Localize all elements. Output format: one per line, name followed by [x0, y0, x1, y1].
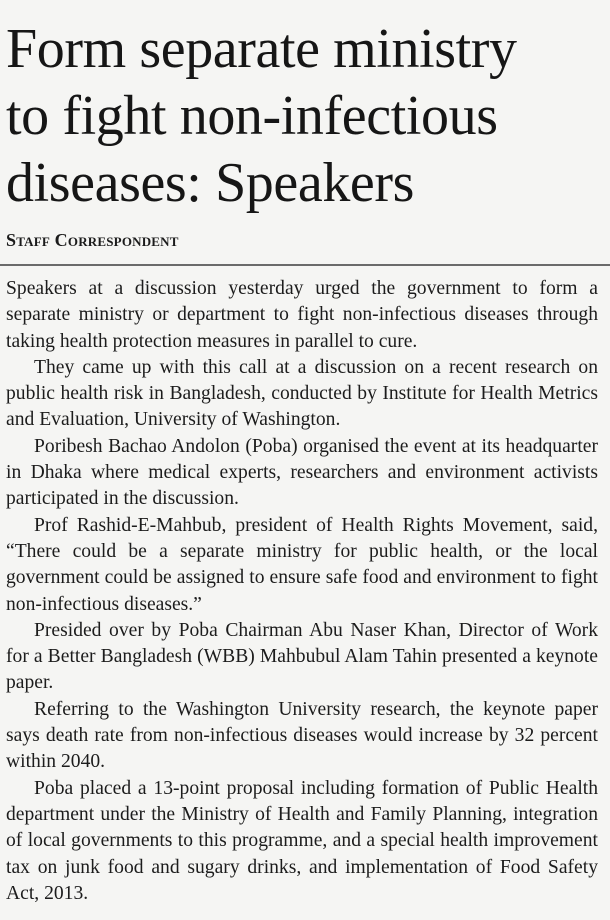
article-body: [6, 276, 598, 907]
headline: [6, 16, 604, 217]
divider: [0, 264, 610, 266]
headline-line: to fight non-infectious: [6, 85, 498, 147]
paragraph: Poribesh Bachao Andolon (Poba) organised the event at its headquarter in Dhaka where medical experts, researchers and environment activists participated in the discussion.: [6, 435, 598, 510]
paragraph: Presided over by Poba Chairman Abu Naser Khan, Director of Work for a Better Bangladesh (WBB) Mahbubul Alam Tahin presented a keynote paper.: [6, 619, 598, 694]
paragraph: Speakers at a discussion yesterday urged the government to form a separate ministry or department to fight non-infectious diseases through taking health protection measures in parallel to cure.: [6, 278, 598, 352]
headline-line: diseases: Speakers: [6, 152, 415, 214]
paragraph: Referring to the Washington University research, the keynote paper says death rate from non-infectious diseases would increase by 32 percent within 2040.: [6, 698, 598, 773]
paragraph: Prof Rashid-E-Mahbub, president of Health Rights Movement, said, “There could be a separate ministry for public health, or the local government could be assigned to ensure safe food and environment to fight non-infectious diseases.”: [6, 514, 598, 615]
headline-line: Form separate ministry: [6, 18, 517, 80]
paragraph: Poba placed a 13-point proposal including formation of Public Health department under the Ministry of Health and Family Planning, integration of local governments to this programme, and a special health improvement tax on junk food and sugary drinks, and implementation of Food Safety Act, 2013.: [6, 777, 598, 904]
paragraph: They came up with this call at a discussion on a recent research on public health risk in Bangladesh, conducted by Institute for Health Metrics and Evaluation, University of Washington.: [6, 356, 598, 431]
byline: Staff Correspondent: [6, 230, 179, 250]
